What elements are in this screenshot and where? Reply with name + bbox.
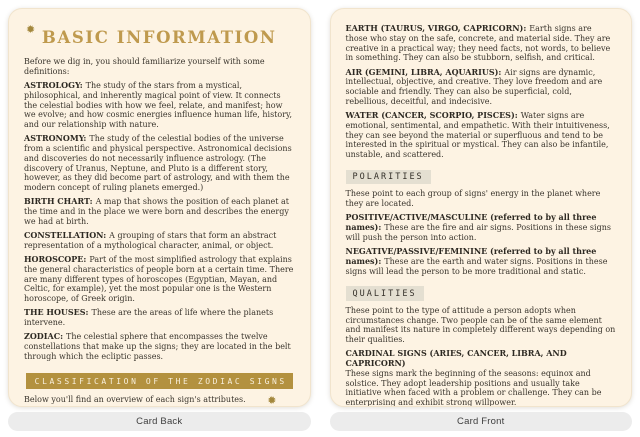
element-term: WATER (CANCER, SCORPIO, PISCES): xyxy=(345,110,518,120)
element-term: EARTH (TAURUS, VIRGO, CAPRICORN): xyxy=(345,23,527,33)
star-icon: ✹ xyxy=(267,393,277,407)
element-water xyxy=(346,111,617,160)
definition-term: THE HOUSES: xyxy=(24,307,89,318)
element-text: Water signs are emotional, sentimental, and empathetic. With their intuitiveness, they can see beyond the material or superfluous and tend to be interested in the spiritual or mystical. They can also be infantile, unstable, and scattered. xyxy=(345,111,610,159)
page-title: BASIC INFORMATION xyxy=(41,28,277,47)
polarity-text: These are the fire and air signs. Positions in these signs will push the person into action. xyxy=(345,223,611,242)
card-front xyxy=(330,8,633,407)
definition-text: The study of the celestial bodies of the universe from a scientific and physical perspective. Astronomical decisions and discoveries do not necessarily influence astrology. (The discovery of Uranus, Neptune, and Pluto is a different story, however, as they did become part of astrology, and with them the modern concept of ruling planets emerged.) xyxy=(24,134,292,192)
definition-term: ZODIAC: xyxy=(24,331,64,342)
classification-banner-wrap xyxy=(24,369,295,389)
overview-text: Below you'll find an overview of each sign's attributes. xyxy=(24,395,246,405)
definition-term: ASTROLOGY: xyxy=(24,80,83,90)
definition-text: A grouping of stars that form an abstract representation of a mythological character, animal, or object. xyxy=(24,231,277,250)
definition-text: The study of the stars from a mystical, philosophical, and inherently magical point of view. It connects the celestial bodies with how we feel, relate, and manifest; how we evolve; and how cosmic energies influence human life, history, and our relationship with nature. xyxy=(24,81,293,129)
polarity-term: POSITIVE/ACTIVE/MASCULINE (referred to by all three names): xyxy=(345,212,597,232)
card-back-column xyxy=(8,8,311,431)
quality-term: CARDINAL SIGNS (ARIES, CANCER, LIBRA, AND CAPRICORN) xyxy=(345,348,567,368)
polarities-label: POLARITIES xyxy=(346,170,431,185)
definition-astrology xyxy=(24,81,295,130)
intro-text: Before we dig in, you should familiarize yourself with some definitions: xyxy=(24,57,265,76)
element-text: Air signs are dynamic, intellectual, objective, and creative. They love freedom and are sociable and friendly. They can also be superficial, cold, rebellious, deceitful, and indecisive. xyxy=(345,67,603,106)
definition-text: A map that shows the position of each planet at the time and in the place we were born and describes the energy we had at birth. xyxy=(24,197,289,226)
polarity-negative xyxy=(346,247,617,276)
element-term: AIR (GEMINI, LIBRA, AQUARIUS): xyxy=(345,66,502,77)
element-air xyxy=(346,68,617,107)
polarity-positive xyxy=(346,213,617,242)
definition-term: HOROSCOPE: xyxy=(24,254,87,264)
polarities-intro: These point to each group of signs' energy in the planet where they are located. xyxy=(345,189,601,208)
definition-text: The celestial sphere that encompasses the twelve constellations that make up the signs; they are located in the belt through which the ecliptic passes. xyxy=(24,332,291,361)
element-earth xyxy=(346,24,617,63)
definition-birth-chart xyxy=(24,197,295,226)
card-back xyxy=(8,8,311,407)
definition-astronomy xyxy=(24,134,295,193)
definition-text: Part of the most simplified astrology that explains the general characteristics of people born at a certain time. There are many different types of horoscopes (Egyptian, Mayan, and Celtic, for example), yet the most popular one is the Western horoscope, of Greek origin. xyxy=(24,255,294,303)
definition-constellation xyxy=(24,231,295,251)
definition-term: ASTRONOMY: xyxy=(24,133,87,144)
classification-banner: CLASSIFICATION OF THE ZODIAC SIGNS xyxy=(26,373,293,389)
qualities-intro: These point to the type of attitude a person adopts when circumstances change. Two people can be of the same element and manifest its nature in completely different ways depending on their qualities. xyxy=(345,305,616,344)
card-back-caption[interactable]: Card Back xyxy=(8,412,311,431)
definition-zodiac xyxy=(24,332,295,361)
element-text: Earth signs are those who stay on the safe, concrete, and material side. They are creative in a practical way; they need facts, not words, to believe in something. They can also be stubborn, selfish, and critical. xyxy=(345,24,611,63)
definition-term: BIRTH CHART: xyxy=(24,196,93,207)
quality-text: These signs mark the beginning of the seasons: equinox and solstice. They adopt leadership positions and usually take initiative when faced with a problem or challenge. They can be enterprising and exhibit strong willpower. xyxy=(345,368,602,407)
star-icon: ✹ xyxy=(26,23,36,36)
quality-cardinal xyxy=(346,349,617,407)
definition-text: These are the areas of life where the planets intervene. xyxy=(24,308,274,327)
polarity-term: NEGATIVE/PASSIVE/FEMININE (referred to by all three names): xyxy=(345,246,597,266)
polarity-text: These are the earth and water signs. Positions in these signs will lead the person to be more traditional and static. xyxy=(345,256,608,276)
overview-row xyxy=(24,395,295,406)
definition-term: CONSTELLATION: xyxy=(24,230,107,240)
qualities-label: QUALITIES xyxy=(346,286,424,301)
card-front-column xyxy=(330,8,633,431)
definition-the-houses xyxy=(24,308,295,328)
definition-horoscope xyxy=(24,255,295,304)
card-front-caption[interactable]: Card Front xyxy=(330,412,633,431)
